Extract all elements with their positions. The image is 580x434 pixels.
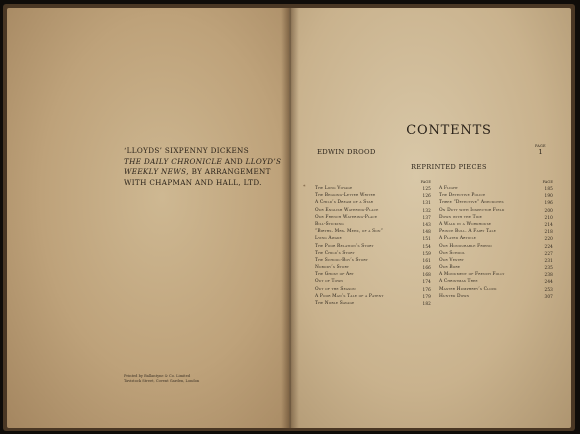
toc-entry-title: Our French Watering-Place [315,214,378,220]
toc-entry [437,199,553,206]
page-column-head: PAGE [542,180,553,184]
toc-entry [437,250,553,257]
toc-entry-page: 253 [544,286,553,292]
toc-entry-page: 185 [544,186,553,191]
toc-main-entry [317,148,543,156]
toc-entry-page: 154 [422,243,431,249]
toc-entry-title: A Monument of French Folly [439,272,505,278]
right-page [289,8,571,428]
toc-entry-page: 161 [422,257,431,263]
toc-entry-page: 168 [422,272,431,278]
toc-entry [315,228,431,235]
toc-entry-title: Bill-Sticking [315,221,344,227]
toc-column-left [315,180,431,307]
toc-entry-page: 159 [422,250,431,256]
toc-entry-page: 126 [422,193,431,199]
toc-entry [315,250,431,257]
toc-entry [315,278,431,285]
toc-entry-page: 238 [544,272,553,278]
toc-entry-page: 235 [544,265,553,271]
printer-note [124,374,244,384]
toc-entry [437,278,553,285]
toc-entry [315,264,431,271]
toc-entry [315,293,431,300]
toc-entry-page: 224 [544,243,553,249]
toc-entry [437,228,553,235]
toc-entry-title: Nobody’s Story [315,265,349,271]
toc-entry-page: 131 [422,200,431,206]
toc-entry-page: 220 [544,236,553,242]
toc-entry-page: 137 [422,214,431,220]
toc-entry-page: 200 [544,207,553,213]
newspaper-names: LLOYD’S [245,156,282,166]
toc-entry-title: Our Bore [439,265,461,271]
toc-entry-title: A Plated Article [439,236,476,242]
toc-entry [315,185,431,192]
toc-entry-title: The Begging-Letter Writer [315,193,376,199]
toc-entry [437,235,553,242]
toc-entry [315,207,431,214]
toc-entry-page: 196 [544,200,553,206]
toc-entry [437,243,553,250]
pencil-mark: * [303,184,306,190]
toc-entry-title: Master Humphrey’s Clock [439,286,497,292]
toc-entry [437,192,553,199]
toc-entry-title: A Poor Man’s Tale of a Patent [315,293,384,299]
page-title: CONTENTS [406,123,492,138]
left-page [7,8,289,428]
toc-entry-page: 214 [544,221,553,227]
toc-entry [437,271,553,278]
toc-entry [437,221,553,228]
book-gutter [281,8,299,428]
imprint-line: WITH CHAPMAN AND HALL, LTD. [124,177,262,187]
toc-entry-title: Our Vestry [439,257,464,263]
toc-entry-page: 307 [544,293,553,299]
toc-entry-title: The Detective Police [439,193,486,199]
toc-entry [315,214,431,221]
toc-entry-page: 132 [422,207,431,213]
toc-entry [437,257,553,264]
toc-entry-title: Hunted Down [439,293,470,299]
page-column-head: PAGE [535,144,546,148]
toc-entry-title: The Poor Relation’s Story [315,243,374,249]
toc-entry-page: 227 [544,250,553,256]
toc-entry-page: 190 [544,193,553,199]
toc-entry-title: Our Honourable Friend [439,243,492,249]
toc-entry [437,214,553,221]
toc-entry-title: A Flight [439,186,459,191]
toc-entry-title: A Child’s Dream of a Star [315,200,374,206]
toc-entry-title: The Long Voyage [315,186,353,191]
toc-column-right [437,180,553,300]
toc-entry-page: 182 [422,301,431,306]
toc-entry-page: 231 [544,257,553,263]
newspaper-names: THE DAILY CHRONICLE [124,156,223,166]
toc-entry-page: 179 [422,293,431,299]
publisher-imprint [124,146,284,188]
toc-entry-page: 166 [422,265,431,271]
toc-entry [437,264,553,271]
toc-entry [315,192,431,199]
toc-entry [437,286,553,293]
imprint-line: WEEKLY NEWS, BY ARRANGEMENT [124,167,271,176]
toc-entry-page: 143 [422,221,431,227]
toc-entry-title: Out of Town [315,279,344,285]
toc-entry-title: The School-Boy’s Story [315,257,368,263]
imprint-line: ‘LLOYDS’ SIXPENNY DICKENS [124,146,249,155]
toc-entry-title: Down with the Tide [439,214,482,220]
toc-entry-page: 174 [422,279,431,285]
printer-line: Tavistock Street, Covent Garden, London [124,379,200,383]
toc-entry [315,286,431,293]
toc-entry [315,243,431,250]
toc-entry-title: “Births. Mrs. Meek, of a Son” [315,229,384,235]
toc-entry-title: The Ghost of Art [315,272,354,278]
toc-entry-title: EDWIN DROOD [317,148,376,156]
toc-entry-title: The Noble Savage [315,301,355,306]
toc-entry [315,257,431,264]
toc-entry [437,207,553,214]
newspaper-names: WEEKLY NEWS [124,167,187,176]
toc-entry-title: Lying Awake [315,236,342,242]
printer-line: Printed by Ballantyne & Co. Limited [124,374,191,378]
toc-entry-page: 244 [544,279,553,285]
toc-entry-page: 148 [422,229,431,235]
toc-entry [315,199,431,206]
toc-entry-page: 210 [544,214,553,220]
toc-entry-page: 151 [422,236,431,242]
toc-entry-title: Out of the Season [315,286,356,292]
toc-entry [315,271,431,278]
toc-entry-title: The Child’s Story [315,250,355,256]
toc-entry-title: A Walk in a Workhouse [439,221,492,227]
toc-entry-title: Three “Detective” Anecdotes [439,200,504,206]
toc-entry-page: 176 [422,286,431,292]
toc-entry [437,185,553,192]
toc-entry-page: 218 [544,229,553,235]
toc-entry-title: On Duty with Inspector Field [439,207,505,213]
toc-entry [315,221,431,228]
toc-entry [437,293,553,300]
toc-entry-title: A Christmas Tree [439,279,478,285]
toc-entry-title: Prince Bull. A Fairy Tale [439,229,496,235]
section-heading: REPRINTED PIECES [411,163,487,171]
toc-entry [315,300,431,307]
toc-entry-page: 1 [538,148,543,156]
toc-entry-title: Our English Watering-Place [315,207,379,213]
open-book [3,4,575,431]
imprint-line: THE DAILY CHRONICLE AND LLOYD’S [124,156,282,166]
page-column-head: PAGE [420,180,431,184]
toc-entry-page: 125 [422,186,431,191]
toc-entry-title: Our School [439,250,466,256]
toc-entry [315,235,431,242]
